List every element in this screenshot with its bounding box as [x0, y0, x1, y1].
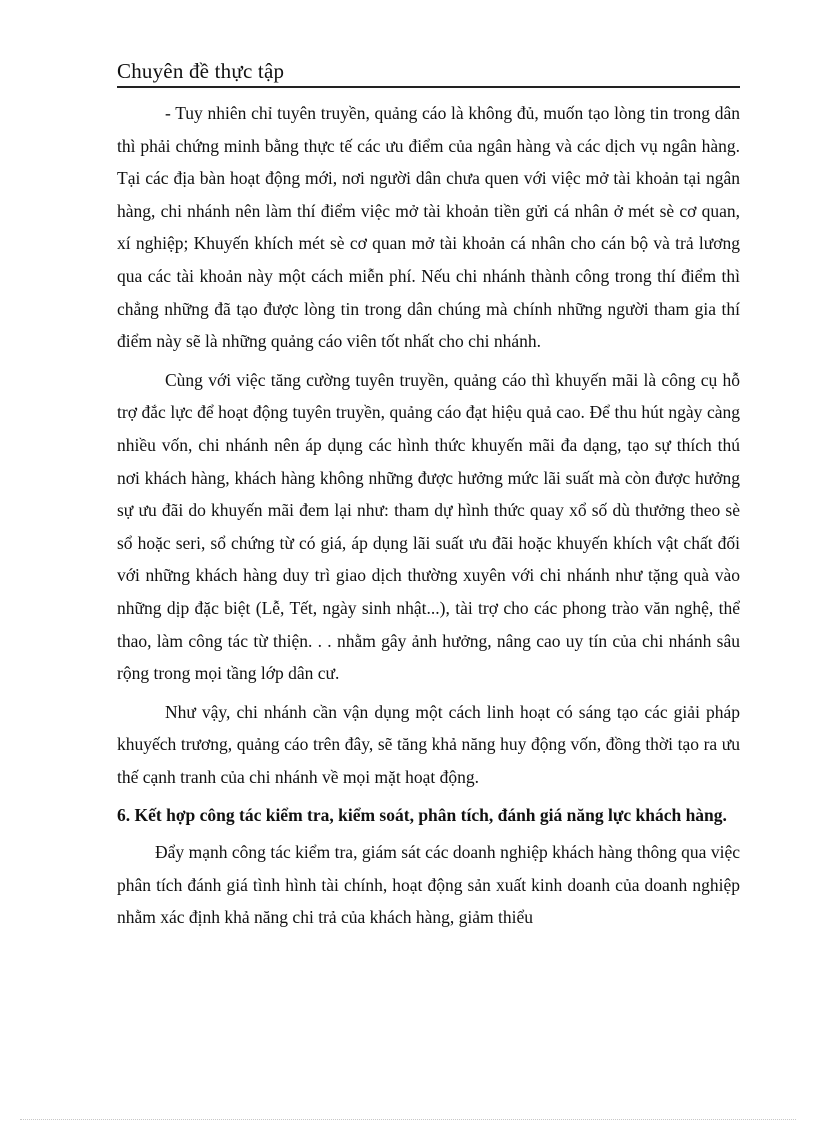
section-paragraph: Đẩy mạnh công tác kiểm tra, giám sát các doanh nghiệp khách hàng thông qua việc phân tích đánh giá tình hình tài chính, hoạt động sản xuất kinh doanh của doanh nghiệp nhằm xác định khả năng chi trả của khách hàng, giảm thiểu — [117, 842, 740, 928]
footer-divider — [20, 1119, 796, 1120]
document-body — [117, 97, 740, 934]
paragraph-2: Cùng với việc tăng cường tuyên truyền, quảng cáo thì khuyến mãi là công cụ hỗ trợ đắc lực để hoạt động tuyên truyền, quảng cáo đạt hiệu quả cao. Để thu hút ngày càng nhiều vốn, chi nhánh nên áp dụng các hình thức khuyến mãi đa dạng, tạo sự thích thú nơi khách hàng, khách hàng không những được hưởng mức lãi suất mà còn được hưởng sự ưu đãi do khuyến mãi đem lại như: tham dự hình thức quay xổ số dù thưởng theo sè sổ hoặc seri, sổ chứng từ có giá, áp dụng lãi suất ưu đãi hoặc khuyến khích vật chất đối với những khách hàng duy trì giao dịch thường xuyên với chi nhánh như tặng quà vào những dịp đặc biệt (Lễ, Tết, ngày sinh nhật...), tài trợ cho các phong trào văn nghệ, thể thao, làm công tác từ thiện. . . nhằm gây ảnh hưởng, nâng cao uy tín của chi nhánh sâu rộng trong mọi tầng lớp dân cư. — [117, 369, 740, 684]
page-header — [117, 54, 740, 88]
paragraph-1: - Tuy nhiên chỉ tuyên truyền, quảng cáo là không đủ, muốn tạo lòng tin trong dân thì phải chứng minh bằng thực tế các ưu điểm của ngân hàng và các dịch vụ ngân hàng. Tại các địa bàn hoạt động mới, nơi người dân chưa quen với việc mở tài khoản tại ngân hàng, chi nhánh nên làm thí điểm việc mở tài khoản tiền gửi cá nhân ở mét sè cơ quan, xí nghiệp; Khuyến khích mét sè cơ quan mở tài khoản cá nhân cho cán bộ và trả lương qua các tài khoản này một cách miễn phí. Nếu chi nhánh thành công trong thí điểm thì chẳng những đã tạo được lòng tin trong dân chúng mà chính những người tham gia thí điểm này sẽ là những quảng cáo viên tốt nhất cho chi nhánh. — [117, 103, 740, 352]
section-heading: 6. Kết hợp công tác kiểm tra, kiểm soát, phân tích, đánh giá năng lực khách hàng. — [117, 805, 727, 826]
header-title: Chuyên đề thực tập — [117, 59, 285, 83]
paragraph-3: Như vậy, chi nhánh cần vận dụng một cách linh hoạt có sáng tạo các giải pháp khuyếch trương, quảng cáo trên đây, sẽ tăng khả năng huy động vốn, đồng thời tạo ra ưu thế cạnh tranh của chi nhánh về mọi mặt hoạt động. — [117, 701, 740, 787]
